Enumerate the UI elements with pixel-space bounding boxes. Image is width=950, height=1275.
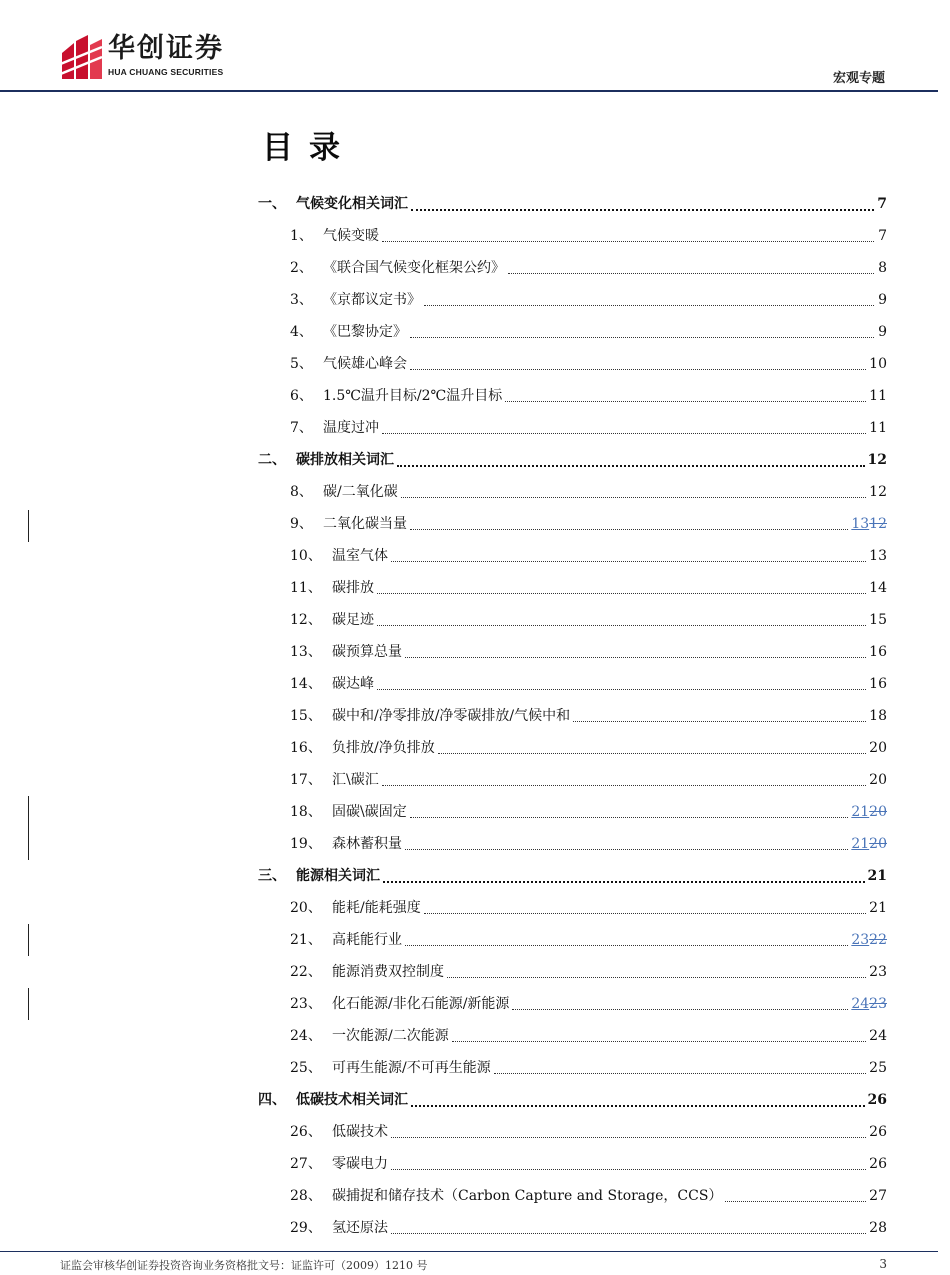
toc-entry[interactable] [290, 544, 887, 568]
toc-entry-label: 一次能源/二次能源 [332, 1028, 449, 1044]
toc-page-number: 16 [869, 644, 887, 660]
tracked-insert-page: 13 [851, 516, 870, 532]
toc-entry[interactable] [290, 384, 887, 408]
toc-dot-leader [573, 720, 866, 722]
toc-dot-leader [410, 336, 874, 338]
toc-page-number: 14 [869, 580, 887, 596]
revision-change-bar [28, 924, 29, 956]
toc-page-number: 16 [869, 676, 887, 692]
tracked-delete-page: 20 [869, 836, 887, 852]
toc-page-number: 11 [869, 420, 887, 436]
toc-entry-label: 二氧化碳当量 [323, 516, 407, 532]
toc-entry-label: 森林蓄积量 [332, 836, 402, 852]
toc-dot-leader [397, 464, 865, 467]
toc-entry[interactable] [290, 640, 887, 664]
toc-entry-label: 碳预算总量 [332, 644, 402, 660]
toc-dot-leader [405, 656, 866, 658]
toc-entry-number: 25、 [290, 1060, 322, 1076]
toc-page-number: 21 [867, 868, 887, 884]
toc-entry[interactable] [290, 896, 887, 920]
toc-dot-leader [391, 560, 866, 562]
toc-entry[interactable] [290, 288, 887, 312]
toc-entry-label: 碳中和/净零排放/净零碳排放/气候中和 [332, 708, 571, 724]
toc-entry-label: 碳排放 [332, 580, 374, 596]
toc-dot-leader [401, 496, 866, 498]
tracked-delete-page: 23 [869, 996, 887, 1012]
toc-page-number: 12 [869, 484, 887, 500]
toc-dot-leader [411, 208, 874, 211]
toc-dot-leader [505, 400, 866, 402]
toc-entry-label: 温度过冲 [323, 420, 379, 436]
toc-page-number [851, 832, 887, 856]
toc-entry-number: 2、 [290, 260, 313, 276]
header-divider [0, 90, 938, 92]
toc-entry-number: 24、 [290, 1028, 322, 1044]
toc-entry-number: 5、 [290, 356, 313, 372]
tracked-delete-page: 20 [869, 804, 887, 820]
toc-entry[interactable] [290, 1216, 887, 1240]
toc-dot-leader [382, 784, 866, 786]
toc-entry-label: 《巴黎协定》 [323, 324, 407, 340]
toc-entry-number: 23、 [290, 996, 322, 1012]
toc-page-number: 9 [878, 292, 887, 308]
toc-dot-leader [494, 1072, 866, 1074]
toc-dot-leader [512, 1008, 848, 1010]
toc-dot-leader [377, 592, 866, 594]
toc-page-number [851, 512, 887, 536]
toc-dot-leader [405, 848, 848, 850]
toc-dot-leader [424, 304, 874, 306]
toc-entry-number: 27、 [290, 1156, 322, 1172]
toc-dot-leader [410, 368, 866, 370]
toc-entry-label: 碳排放相关词汇 [296, 452, 394, 468]
toc-entry[interactable] [290, 320, 887, 344]
toc-entry-label: 能耗/能耗强度 [332, 900, 421, 916]
toc-page-number: 25 [869, 1060, 887, 1076]
toc-entry-number: 3、 [290, 292, 313, 308]
toc-entry-label: 能源相关词汇 [296, 868, 380, 884]
toc-entry-number: 12、 [290, 612, 322, 628]
toc-entry-label: 低碳技术 [332, 1124, 388, 1140]
toc-entry[interactable] [290, 960, 887, 984]
toc-entry-label: 氢还原法 [332, 1220, 388, 1236]
toc-page-number: 26 [869, 1124, 887, 1140]
toc-entry-label: 碳/二氧化碳 [323, 484, 398, 500]
toc-entry-label: 能源消费双控制度 [332, 964, 444, 980]
toc-dot-leader [377, 624, 866, 626]
toc-section-entry[interactable] [258, 1088, 887, 1112]
toc-entry[interactable] [290, 800, 887, 824]
toc-entry-number: 10、 [290, 548, 322, 564]
toc-dot-leader [508, 272, 874, 274]
toc-page-number: 27 [869, 1188, 887, 1204]
toc-dot-leader [391, 1232, 866, 1234]
toc-page-number: 21 [869, 900, 887, 916]
toc-entry-number: 16、 [290, 740, 322, 756]
toc-entry[interactable] [290, 224, 887, 248]
toc-entry-label: 低碳技术相关词汇 [296, 1092, 408, 1108]
tracked-delete-page: 12 [869, 516, 887, 532]
brand-name-cn: 华创证券 [108, 33, 224, 64]
toc-page-number: 11 [869, 388, 887, 404]
toc-entry-number: 14、 [290, 676, 322, 692]
toc-dot-leader [382, 240, 874, 242]
toc-entry-number: 二、 [258, 452, 286, 468]
toc-page-number: 20 [869, 772, 887, 788]
toc-page-number: 8 [878, 260, 887, 276]
toc-dot-leader [411, 1104, 865, 1107]
toc-entry[interactable] [290, 1152, 887, 1176]
toc-title: 目录 [262, 130, 356, 166]
footer-license-text: 证监会审核华创证券投资咨询业务资格批文号：证监许可（2009）1210 号 [60, 1259, 428, 1272]
toc-entry-label: 化石能源/非化石能源/新能源 [332, 996, 510, 1012]
toc-entry[interactable] [290, 352, 887, 376]
toc-entry[interactable] [290, 1056, 887, 1080]
tracked-insert-page: 21 [851, 804, 870, 820]
toc-page-number: 24 [869, 1028, 887, 1044]
toc-section-entry[interactable] [258, 192, 887, 216]
toc-entry-number: 11、 [290, 580, 322, 596]
toc-entry-label: 负排放/净负排放 [332, 740, 435, 756]
toc-dot-leader [405, 944, 848, 946]
toc-page-number: 28 [869, 1220, 887, 1236]
tracked-insert-page: 24 [851, 996, 870, 1012]
toc-entry[interactable] [290, 832, 887, 856]
tracked-insert-page: 21 [851, 836, 870, 852]
toc-entry-number: 13、 [290, 644, 322, 660]
toc-entry-number: 4、 [290, 324, 313, 340]
toc-dot-leader [383, 880, 865, 883]
toc-section-entry[interactable] [258, 864, 887, 888]
toc-entry-number: 三、 [258, 868, 286, 884]
toc-dot-leader [377, 688, 866, 690]
toc-entry[interactable] [290, 1120, 887, 1144]
toc-entry-number: 29、 [290, 1220, 322, 1236]
toc-dot-leader [410, 528, 848, 530]
toc-entry-label: 温室气体 [332, 548, 388, 564]
toc-entry[interactable] [290, 672, 887, 696]
toc-entry-label: 零碳电力 [332, 1156, 388, 1172]
tracked-delete-page: 22 [869, 932, 887, 948]
toc-page-number: 20 [869, 740, 887, 756]
toc-entry-number: 8、 [290, 484, 313, 500]
toc-entry[interactable] [290, 1184, 887, 1208]
toc-entry[interactable] [290, 512, 887, 536]
toc-entry-label: 1.5℃温升目标/2℃温升目标 [323, 388, 503, 404]
toc-entry-label: 气候雄心峰会 [323, 356, 407, 372]
toc-entry-label: 气候变化相关词汇 [296, 196, 408, 212]
toc-entry-number: 17、 [290, 772, 322, 788]
toc-entry-number: 26、 [290, 1124, 322, 1140]
toc-page-number: 26 [867, 1092, 887, 1108]
toc-dot-leader [391, 1136, 866, 1138]
toc-page-number [851, 800, 887, 824]
toc-dot-leader [382, 432, 866, 434]
toc-entry-label: 碳捕捉和储存技术（Carbon Capture and Storage，CCS） [332, 1188, 723, 1204]
toc-page-number: 7 [877, 196, 887, 212]
toc-entry[interactable] [290, 480, 887, 504]
toc-entry-number: 6、 [290, 388, 313, 404]
footer-divider [0, 1251, 938, 1252]
tracked-insert-page: 23 [851, 932, 870, 948]
toc-entry[interactable] [290, 608, 887, 632]
toc-page-number [851, 928, 887, 952]
huachuang-logo-icon [58, 35, 102, 79]
toc-entry[interactable] [290, 928, 887, 952]
toc-entry-number: 21、 [290, 932, 322, 948]
page-header [0, 0, 950, 96]
toc-entry[interactable] [290, 736, 887, 760]
toc-entry[interactable] [290, 992, 887, 1016]
toc-dot-leader [410, 816, 849, 818]
revision-change-bar [28, 510, 29, 542]
toc-entry-number: 22、 [290, 964, 322, 980]
toc-dot-leader [452, 1040, 866, 1042]
toc-entry-number: 20、 [290, 900, 322, 916]
brand-name-en: HUA CHUANG SECURITIES [108, 67, 224, 77]
toc-page-number: 10 [869, 356, 887, 372]
toc-entry[interactable] [290, 256, 887, 280]
toc-entry[interactable] [290, 704, 887, 728]
toc-entry-label: 高耗能行业 [332, 932, 402, 948]
toc-entry-number: 四、 [258, 1092, 286, 1108]
toc-entry[interactable] [290, 1024, 887, 1048]
toc-entry-number: 7、 [290, 420, 313, 436]
toc-entry[interactable] [290, 768, 887, 792]
toc-entry-number: 19、 [290, 836, 322, 852]
toc-entry[interactable] [290, 576, 887, 600]
toc-entry-label: 气候变暖 [323, 228, 379, 244]
toc-page-number: 12 [867, 452, 887, 468]
revision-change-bar [28, 988, 29, 1020]
toc-page-number: 23 [869, 964, 887, 980]
toc-page-number: 13 [869, 548, 887, 564]
toc-page-number: 15 [869, 612, 887, 628]
document-type-label: 宏观专题 [832, 71, 885, 86]
toc-dot-leader [438, 752, 866, 754]
toc-dot-leader [424, 912, 866, 914]
toc-entry-number: 15、 [290, 708, 322, 724]
toc-entry-label: 碳足迹 [332, 612, 374, 628]
toc-entry-label: 汇\碳汇 [332, 772, 379, 788]
toc-page-number: 7 [878, 228, 887, 244]
toc-entry-label: 可再生能源/不可再生能源 [332, 1060, 491, 1076]
toc-section-entry[interactable] [258, 448, 887, 472]
toc-entry-number: 18、 [290, 804, 322, 820]
toc-entry-label: 固碳\碳固定 [332, 804, 407, 820]
toc-entry-label: 《京都议定书》 [323, 292, 421, 308]
toc-page-number: 26 [869, 1156, 887, 1172]
toc-dot-leader [725, 1200, 866, 1202]
toc-page-number: 9 [878, 324, 887, 340]
page-number: 3 [879, 1257, 887, 1271]
toc-page-number [851, 992, 887, 1016]
toc-entry-label: 碳达峰 [332, 676, 374, 692]
toc-entry-number: 一、 [258, 196, 286, 212]
toc-entry-number: 28、 [290, 1188, 322, 1204]
toc-dot-leader [447, 976, 866, 978]
toc-entry[interactable] [290, 416, 887, 440]
toc-page-number: 18 [869, 708, 887, 724]
toc-dot-leader [391, 1168, 866, 1170]
toc-entry-number: 1、 [290, 228, 313, 244]
toc-entry-number: 9、 [290, 516, 313, 532]
revision-change-bar [28, 796, 29, 860]
toc-entry-label: 《联合国气候变化框架公约》 [323, 260, 505, 276]
